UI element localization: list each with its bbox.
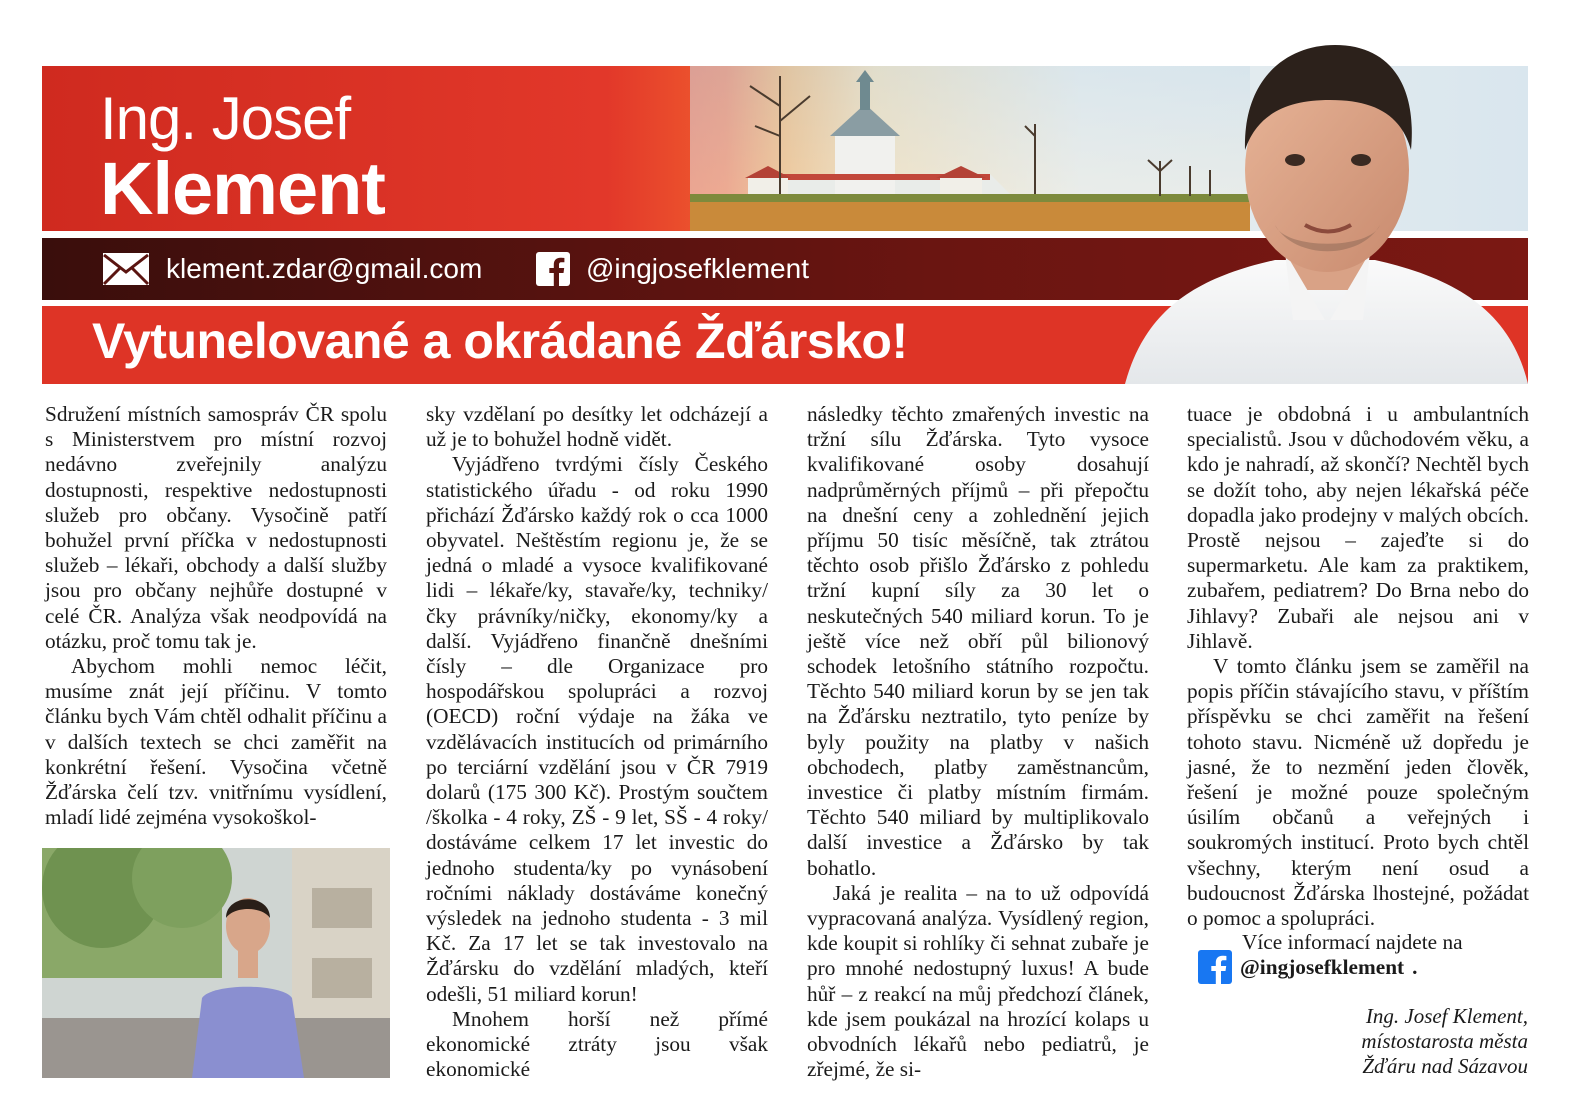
email-text: klement.zdar@gmail.com [166, 253, 483, 284]
period: . [1412, 954, 1418, 979]
article-column-4 [1187, 402, 1529, 931]
article-column-1 [45, 402, 387, 830]
signature-line: místostarosta města [1361, 1029, 1528, 1053]
name-last: Klement [100, 147, 385, 230]
facebook-handle: @ingjosefklement [586, 253, 809, 284]
paragraph: tuace je obdobná i u ambulantních specialistů. Jsou v důchodovém věku, a kdo je nahradí, až skončí? Nechtěl bych se dožít toho, aby nejen lékařská péče dopadla jako prodejny v malých obcích. Prostě nejsou – zajeďte si do supermarketu. Ale kam za praktikem, zubařem, pediatrem? Do Brna nebo do Jihlavy? Zubaři ale nejsou ani v Jihlavě. [1187, 402, 1529, 653]
paragraph: Jaká je realita – na to už odpovídá vypracovaná analýza. Vysídlený region, kde koupit si rohlíky či sehnat zubaře je pro mnohé nedostupný luxus! A bude hůř – z reakcí na můj předchozí článek, kde jsem poukázal na hrozící kolaps u obvodních lékařů nebo pediatrů, je zřejmé, že si- [807, 880, 1149, 1082]
author-photo [42, 848, 390, 1078]
article-column-3 [807, 402, 1149, 1082]
paragraph: následky těchto zmařených investic na tržní sílu Žďárska. Tyto vysoce kvalifikované osoby dosahují nadprůměrných příjmů – při přepočtu na dnešní ceny a zohlednění jejich příjmu 50 tisíc měsíčně, tak ztrátou těchto osob přišlo Žďársko z pohledu tržní kupní síly za 30 let o neskutečných 540 miliard korun. To je ještě více než obří půl bilionový schodek letošního státního rozpočtu. Těchto 540 miliard korun by se jen tak na Žďársku neztratilo, tyto peníze by byly použity na platby v našich obchodech, platby zaměstnancům, investice či platby místním firmám. Těchto 540 miliard by multiplikovalo další investice a Žďársko by tak bohatlo. [807, 402, 1149, 880]
article-column-2 [426, 402, 768, 1082]
name-first: Ing. Josef [100, 85, 351, 152]
paragraph: Mnohem horší než přímé ekonomické ztráty jsou však ekonomické [426, 1006, 768, 1082]
signature [1361, 1004, 1528, 1079]
facebook-icon [536, 252, 570, 286]
paragraph: Abychom mohli nemoc léčit, musíme znát její příčinu. V tomto článku bych Vám chtěl odhalit příčinu a v dalších textech se chci zaměřit na konkrétní řešení. Vysočina včetně Žďárska čelí tzv. vnitřnímu vysídlení, mladí lidé zejména vysokoškol- [45, 654, 387, 830]
paragraph: Vyjádřeno tvrdými čísly Českého statistického úřadu - od roku 1990 přichází Žďársko každý rok o cca 1000 obyvatel. Neštěstím regionu je, že se jedná o mladé a vysoce kvalifikované lidi – lékaře/ky, stavaře/ky, techniky/čky právníky/ničky, ekonomy/ky a další. Vyjádřeno finančně dnešními čísly – dle Organizace pro hospodářskou spolupráci a rozvoj (OECD) roční výdaje na žáka ve vzdělávacích institucích od primárního po terciární vzdělání jsou v ČR 7919 dolarů (175 300 Kč). Prostým součtem /školka - 4 roky, ZŠ - 9 let, SŠ - 4 roky/ dostáváme celkem 17 let investic do jednoho studenta/ky po vynásobení ročními náklady dostáváme konečný výsledek na jednoho studenta - 3 mil Kč. Za 17 let se tak investovalo na Žďársku do vzdělání mladých, kteří odešli, 51 miliard korun! [426, 452, 768, 1006]
facebook-contact[interactable] [536, 252, 809, 286]
paragraph: Sdružení místních samospráv ČR spolu s Ministerstvem pro místní rozvoj nedávno zveřejnily analýzu dostupnosti, respektive nedostupnosti služeb pro občany. Vysočině patří bohužel první příčka v nedostupnosti služeb – lékaři, obchody a další služby jsou pro občany nejhůře dostupné v celé ČR. Analýza však neodpovídá na otázku, proč tomu tak je. [45, 402, 387, 653]
more-info-text: Více informací najdete na [1242, 930, 1463, 954]
paragraph: V tomto článku jsem se zaměřil na popis příčin stávajícího stavu, v příštím příspěvku se chci zaměřit na řešení tohoto stavu. Nicméně už dopředu je jasné, že to nezmění jeden člověk, řešení je možné pouze společným úsilím občanů a veřejných i soukromých institucí. Proto bych chtěl všechny, kterým není osud a budoucnost Žďárska lhostejné, požádat o pomoc a spolupráci. [1187, 654, 1529, 931]
facebook-icon [1198, 950, 1232, 984]
footer-facebook-link[interactable] [1198, 950, 1417, 984]
envelope-icon [102, 252, 150, 286]
signature-line: Žďáru nad Sázavou [1362, 1054, 1528, 1078]
author-portrait [1125, 20, 1528, 384]
email-contact[interactable] [102, 252, 482, 286]
paragraph: sky vzdělaní po desítky let odcházejí a už je to bohužel hodně vidět. [426, 402, 768, 452]
headline: Vytunelované a okrádané Žďársko! [92, 313, 908, 369]
signature-line: Ing. Josef Klement, [1365, 1004, 1528, 1028]
footer-facebook-handle: @ingjosefklement [1240, 954, 1405, 979]
